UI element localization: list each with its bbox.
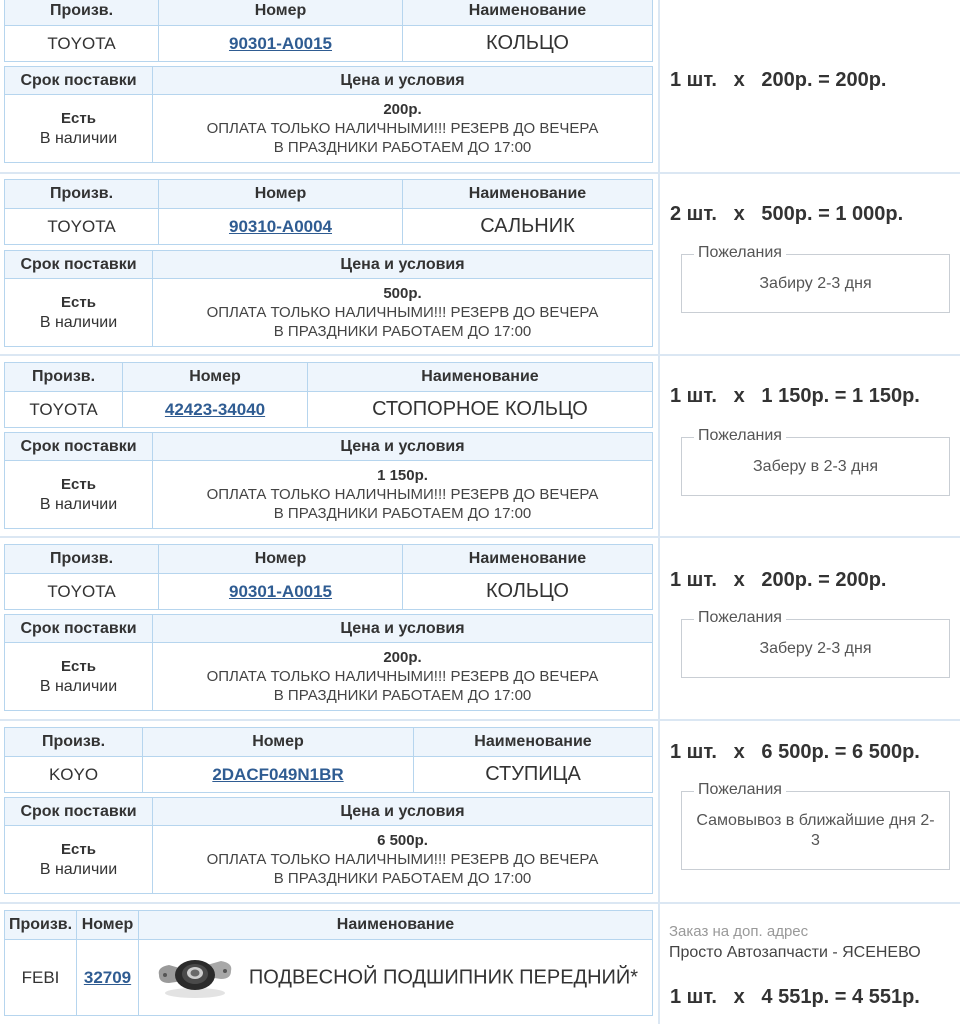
price-terms-cell [153,279,653,347]
part-info-table [4,179,653,245]
unit-price: 500р. [383,285,422,302]
part-info-table [4,0,653,62]
availability-note: В наличии [39,129,118,147]
terms-line-1: ОПЛАТА ТОЛЬКО НАЛИЧНЫМИ!!! РЕЗЕРВ ДО ВЕЧЕРА [206,304,599,321]
order-block [0,538,960,721]
order-left-column [0,538,660,719]
maker-cell: TOYOTA [5,26,159,62]
wishes-text: Заберу в 2-3 дня [753,457,878,475]
price-terms-cell [153,826,653,894]
availability-note: В наличии [39,860,118,878]
col-header-maker: Произв. [5,728,143,757]
availability-status: Есть [61,475,96,493]
number-cell [159,574,403,610]
availability-cell [5,643,153,711]
wishes-label: Пожелания [694,244,786,262]
part-info-table [4,362,653,428]
wishes-text: Забиру 2-3 дня [759,274,872,292]
extra-address-label: Заказ на доп. адрес [669,923,809,940]
order-left-column [0,356,660,536]
delivery-table [4,250,653,347]
order-block [0,721,960,904]
name-cell: САЛЬНИК [403,209,653,245]
unit-price: 6 500р. [377,832,428,849]
col-header-number: Номер [159,180,403,209]
availability-note: В наличии [39,495,118,513]
terms-line-2: В ПРАЗДНИКИ РАБОТАЕМ ДО 17:00 [273,505,532,522]
wishes-label: Пожелания [694,609,786,627]
order-block [0,0,960,174]
col-header-maker: Произв. [5,363,123,392]
terms-line-1: ОПЛАТА ТОЛЬКО НАЛИЧНЫМИ!!! РЕЗЕРВ ДО ВЕЧЕРА [206,668,599,685]
delivery-table [4,797,653,894]
order-block [0,904,960,1024]
order-left-column [0,174,660,354]
extra-address: Просто Автозапчасти - ЯСЕНЕВО [669,944,921,961]
col-header-delivery: Срок поставки [5,251,153,279]
name-cell: КОЛЬЦО [403,574,653,610]
wishes-text: Самовывоз в ближайшие дня 2-3 [696,811,935,849]
availability-cell [5,826,153,894]
col-header-number: Номер [159,0,403,26]
col-header-name: Наименование [308,363,653,392]
number-cell [123,392,308,428]
terms-line-1: ОПЛАТА ТОЛЬКО НАЛИЧНЫМИ!!! РЕЗЕРВ ДО ВЕЧЕРА [206,486,599,503]
col-header-name: Наименование [403,0,653,26]
number-cell [77,940,139,1016]
part-number-link[interactable]: 90310-A0004 [228,216,333,236]
part-number-link[interactable]: 90301-A0015 [228,33,333,53]
number-cell [143,757,414,793]
delivery-table [4,66,653,163]
availability-cell [5,95,153,163]
name-cell [139,940,653,1016]
part-info-table [4,544,653,610]
availability-status: Есть [61,657,96,675]
unit-price: 1 150р. [377,467,428,484]
bearing-image [153,945,237,1011]
availability-status: Есть [61,840,96,858]
order-left-column [0,0,660,172]
order-block [0,356,960,538]
col-header-name: Наименование [139,911,653,940]
maker-cell: TOYOTA [5,209,159,245]
part-name: ПОДВЕСНОЙ ПОДШИПНИК ПЕРЕДНИЙ* [248,965,639,988]
order-total: 1 шт. x 6 500р. = 6 500р. [670,741,920,763]
terms-line-2: В ПРАЗДНИКИ РАБОТАЕМ ДО 17:00 [273,139,532,156]
wishes-label: Пожелания [694,427,786,445]
order-right-column [662,174,960,354]
part-number-link[interactable]: 2DACF049N1BR [212,764,344,784]
order-right-column [662,538,960,719]
wishes-text: Заберу 2-3 дня [759,639,872,657]
part-number-link[interactable]: 42423-34040 [164,399,266,419]
order-total: 1 шт. x 200р. = 200р. [670,569,887,591]
order-left-column [0,721,660,902]
col-header-price-terms: Цена и условия [153,67,653,95]
col-header-number: Номер [143,728,414,757]
name-cell: СТОПОРНОЕ КОЛЬЦО [308,392,653,428]
order-total: 1 шт. x 200р. = 200р. [670,69,887,91]
delivery-table [4,614,653,711]
availability-note: В наличии [39,677,118,695]
terms-line-2: В ПРАЗДНИКИ РАБОТАЕМ ДО 17:00 [273,323,532,340]
order-right-column [662,904,960,1024]
wishes-box [681,244,950,313]
terms-line-2: В ПРАЗДНИКИ РАБОТАЕМ ДО 17:00 [273,687,532,704]
col-header-price-terms: Цена и условия [153,251,653,279]
terms-line-2: В ПРАЗДНИКИ РАБОТАЕМ ДО 17:00 [273,870,532,887]
col-header-maker: Произв. [5,180,159,209]
order-right-column [662,0,960,172]
number-cell [159,209,403,245]
maker-cell: FEBI [5,940,77,1016]
availability-cell [5,279,153,347]
col-header-number: Номер [159,545,403,574]
maker-cell: TOYOTA [5,574,159,610]
col-header-name: Наименование [414,728,653,757]
col-header-number: Номер [77,911,139,940]
terms-line-1: ОПЛАТА ТОЛЬКО НАЛИЧНЫМИ!!! РЕЗЕРВ ДО ВЕЧЕРА [206,851,599,868]
col-header-price-terms: Цена и условия [153,798,653,826]
name-cell: СТУПИЦА [414,757,653,793]
order-right-column [662,721,960,902]
availability-note: В наличии [39,313,118,331]
maker-cell: TOYOTA [5,392,123,428]
number-cell [159,26,403,62]
part-info-table [4,727,653,793]
order-left-column [0,904,660,1024]
unit-price: 200р. [383,101,422,118]
part-info-table [4,910,653,1016]
col-header-name: Наименование [403,545,653,574]
wishes-box [681,427,950,496]
price-terms-cell [153,461,653,529]
col-header-delivery: Срок поставки [5,798,153,826]
wishes-label: Пожелания [694,781,786,799]
wishes-box [681,609,950,678]
maker-cell: KOYO [5,757,143,793]
col-header-price-terms: Цена и условия [153,615,653,643]
order-right-column [662,356,960,536]
col-header-price-terms: Цена и условия [153,433,653,461]
price-terms-cell [153,95,653,163]
col-header-maker: Произв. [5,545,159,574]
availability-cell [5,461,153,529]
wishes-box [681,781,950,870]
order-total: 1 шт. x 4 551р. = 4 551р. [670,986,920,1008]
col-header-delivery: Срок поставки [5,615,153,643]
part-number-link[interactable]: 32709 [83,967,132,987]
delivery-table [4,432,653,529]
col-header-delivery: Срок поставки [5,67,153,95]
col-header-maker: Произв. [5,0,159,26]
price-terms-cell [153,643,653,711]
order-block [0,174,960,356]
order-total: 1 шт. x 1 150р. = 1 150р. [670,385,920,407]
unit-price: 200р. [383,649,422,666]
col-header-maker: Произв. [5,911,77,940]
col-header-delivery: Срок поставки [5,433,153,461]
part-number-link[interactable]: 90301-A0015 [228,581,333,601]
terms-line-1: ОПЛАТА ТОЛЬКО НАЛИЧНЫМИ!!! РЕЗЕРВ ДО ВЕЧЕРА [206,120,599,137]
order-total: 2 шт. x 500р. = 1 000р. [670,203,904,225]
availability-status: Есть [61,293,96,311]
availability-status: Есть [61,109,96,127]
col-header-name: Наименование [403,180,653,209]
name-cell: КОЛЬЦО [403,26,653,62]
col-header-number: Номер [123,363,308,392]
